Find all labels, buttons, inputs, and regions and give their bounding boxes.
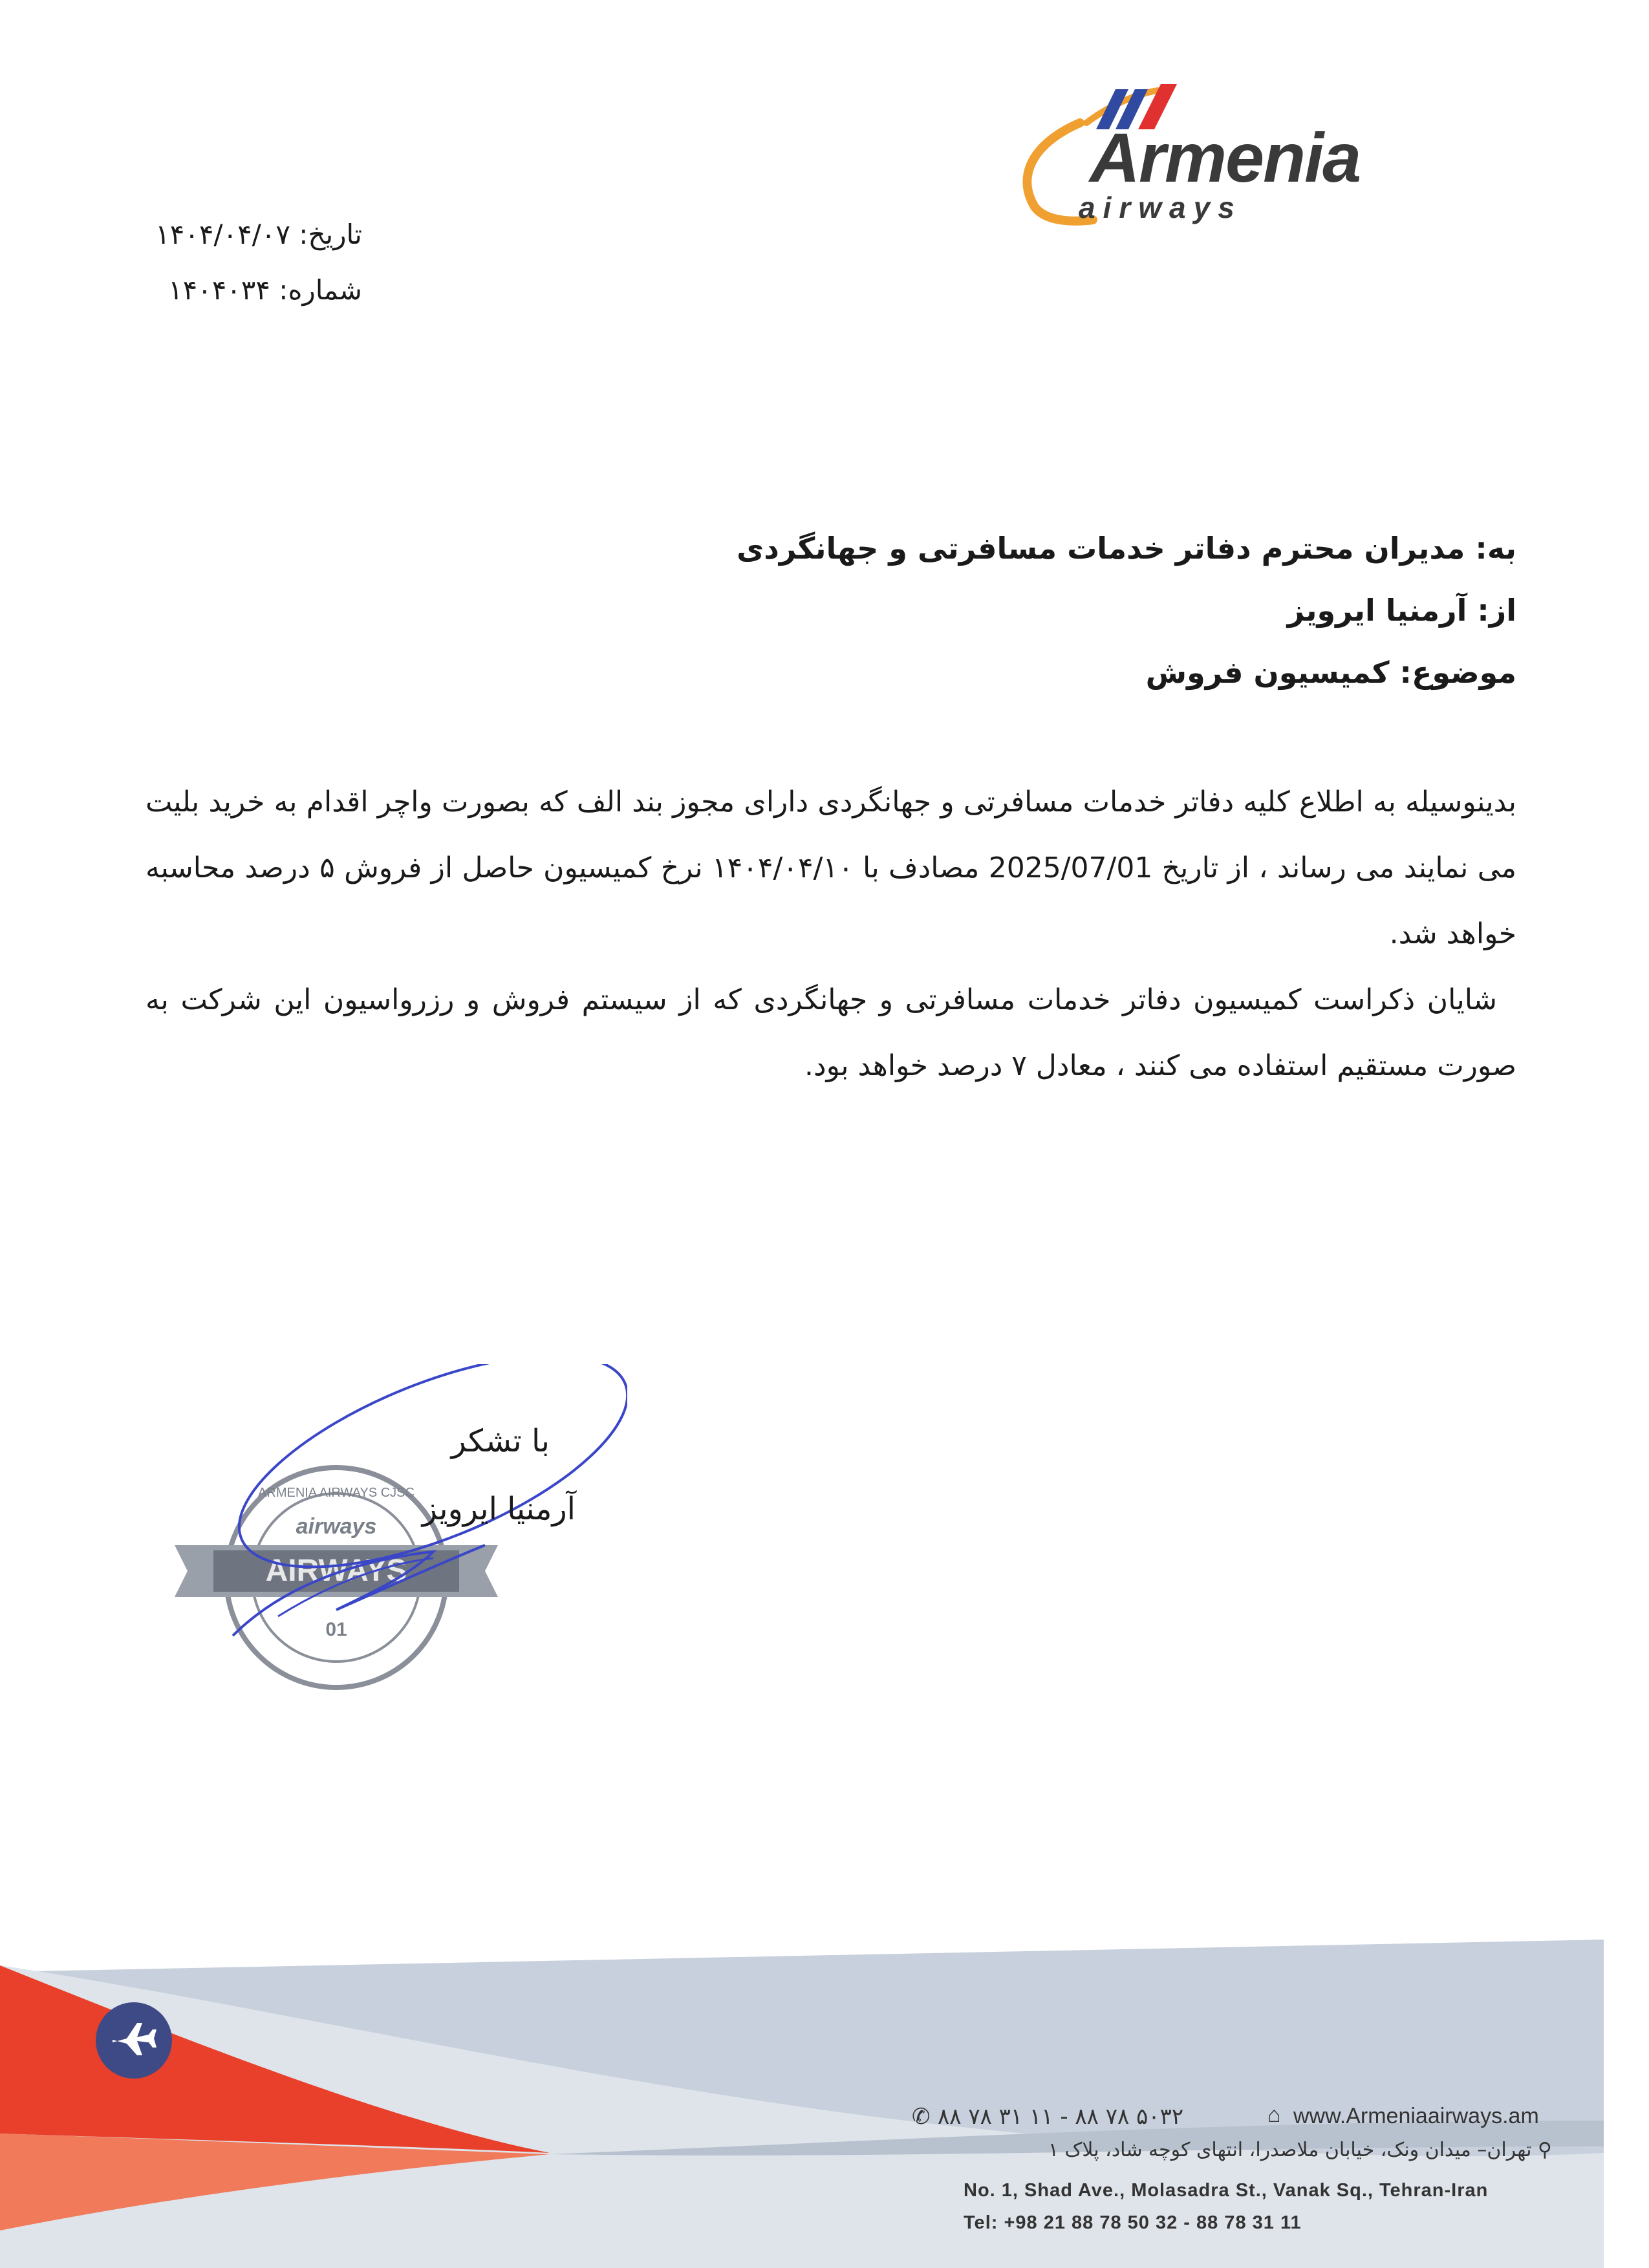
letter-number: شماره: ۱۴۰۴۰۳۴: [168, 274, 362, 306]
logo-brand-text: Armenia: [1090, 118, 1361, 197]
stamp-ring-text: ARMENIA AIRWAYS CJSC: [258, 1486, 415, 1500]
svg-text:AIRWAYS: AIRWAYS: [265, 1554, 407, 1588]
footer-address-fa: ⚲ تهران– میدان ونک، خیابان ملاصدرا، انتهای کوچه شاد، پلاک ۱: [1048, 2139, 1552, 2161]
letter-body: [146, 769, 1516, 1099]
signature-block: [162, 1364, 627, 1726]
stamp-code-text: 01: [325, 1619, 347, 1640]
footer-website[interactable]: www.Armeniaairways.am: [1293, 2104, 1539, 2128]
company-stamp: [162, 1364, 627, 1726]
body-paragraph-2: شایان ذکراست کمیسیون دفاتر خدمات مسافرتی و جهانگردی که از سیستم فروش و رزرواسیون این شرکت به صورت مستقیم استفاده می کنند ، معادل ۷ درصد خواهد بود.: [146, 983, 1516, 1082]
phone-icon: ✆: [912, 2104, 931, 2129]
footer-address-en: No. 1, Shad Ave., Molasadra St., Vanak Sq., Tehran-Iran: [964, 2180, 1489, 2201]
body-paragraph-1: بدینوسیله به اطلاع کلیه دفاتر خدمات مسافرتی و جهانگردی دارای مجوز بند الف که بصورت واچر اقدام به خرید بلیت می نمایند می رساند ، از تاریخ 2025/07/01 مصادف با ۱۴۰۴/۰۴/۱۰ نرخ کمیسیون حاصل از فروش ۵ درصد محاسبه خواهد شد.: [146, 786, 1516, 950]
subject-line: موضوع: کمیسیون فروش: [1145, 655, 1516, 690]
contact-row: [912, 2101, 1552, 2134]
sender-line: از: آرمنیا ایرویز: [1287, 593, 1516, 628]
footer-band: [0, 1927, 1649, 2268]
letter-header: [611, 517, 1516, 703]
recipient-line: به: مدیران محترم دفاتر خدمات مسافرتی و جهانگردی: [737, 531, 1516, 566]
home-icon: ⌂: [1267, 2102, 1281, 2127]
letter-meta: [129, 207, 362, 318]
footer-tel-en: Tel: +98 21 88 78 50 32 - 88 78 31 11: [964, 2212, 1302, 2233]
letter-date: تاریخ: ۱۴۰۴/۰۴/۰۷: [155, 219, 362, 250]
armenia-airways-logo: [983, 78, 1533, 233]
stamp-sub-text: airways: [296, 1514, 377, 1539]
footer-phones-fa: ۸۸ ۷۸ ۳۱ ۱۱ - ۸۸ ۷۸ ۵۰۳۲: [938, 2104, 1184, 2130]
plane-icon: [96, 2002, 172, 2079]
location-pin-icon: ⚲: [1538, 2139, 1552, 2161]
logo-sub-text: airways: [1079, 191, 1242, 224]
signatory-name: آرمنیا ایرویز: [422, 1491, 576, 1527]
closing-thanks: با تشکر: [451, 1423, 550, 1459]
